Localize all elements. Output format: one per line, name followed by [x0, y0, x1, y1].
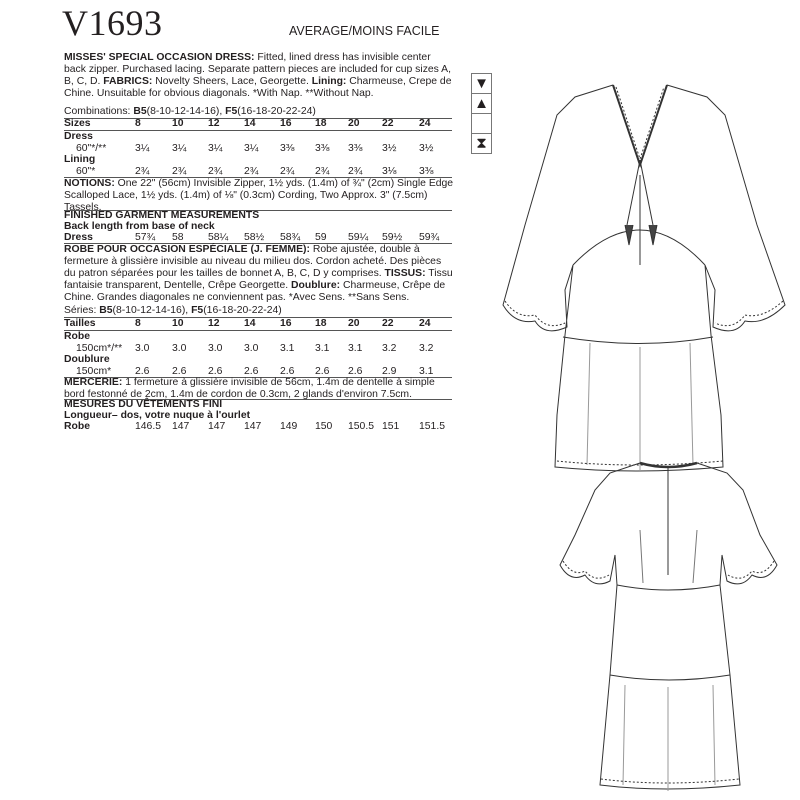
difficulty-level: AVERAGE/MOINS FACILE — [289, 24, 440, 38]
series — [64, 305, 454, 317]
notions-text: One 22" (56cm) Invisible Zipper, 1½ yds. (1.4m) of ¾" (2cm) Single Edge Scalloped Lace, 1½ yds. (1.4m) of ⅛" (0.3cm) Cording, Two Approx. 3" (7.5cm) Tassels. — [64, 178, 454, 213]
table-cell: 150 — [315, 421, 333, 432]
pattern-number: V1693 — [62, 3, 163, 43]
table-cell: 14 — [244, 118, 256, 129]
tailles-header — [64, 318, 454, 330]
b5-sizes: (8-10-12-14-16), — [112, 305, 192, 316]
hourglass-icon: ⧗ — [476, 135, 487, 152]
table-cell: 12 — [208, 118, 220, 129]
table-cell: 18 — [315, 318, 327, 329]
table-cell: 146.5 — [135, 421, 162, 432]
table-cell: 2.6 — [244, 366, 259, 377]
combinations-label: Combinations: — [64, 106, 134, 117]
tissus-text: Tissu fantaisie transparent, Dentelle, Crêpe Georgette. — [64, 268, 453, 291]
table-cell: 3.2 — [382, 343, 397, 354]
table-cell: 3⅜ — [348, 143, 363, 154]
table-cell: 2.6 — [172, 366, 187, 377]
table-cell: 3.0 — [172, 343, 187, 354]
notions — [64, 178, 454, 214]
table-cell: 3⅜ — [280, 143, 295, 154]
table-cell: 147 — [172, 421, 190, 432]
table-cell: 3⅜ — [315, 143, 330, 154]
fabrics-text: Novelty Sheers, Lace, Georgette. — [152, 76, 312, 87]
table-cell: 3¼ — [172, 143, 187, 154]
table-cell: 151.5 — [419, 421, 446, 432]
view-b5: B5 — [99, 305, 113, 316]
table-cell: 2.6 — [208, 366, 223, 377]
table-cell: 150.5 — [348, 421, 375, 432]
dress-front-illustration — [495, 75, 795, 475]
table-cell: 59½ — [382, 232, 403, 243]
table-cell: 3.0 — [135, 343, 150, 354]
mesures-title: MESURES DU VÊTEMENTS FINI — [64, 399, 223, 410]
table-cell: 58½ — [244, 232, 265, 243]
table-cell: 2.6 — [280, 366, 295, 377]
table-cell: 2¾ — [315, 166, 330, 177]
row-label: Lining — [64, 154, 96, 165]
description-en — [64, 52, 454, 100]
table-cell: 59¾ — [419, 232, 440, 243]
desc-title: MISSES' SPECIAL OCCASION DRESS: — [64, 52, 255, 63]
table-cell: 16 — [280, 318, 292, 329]
table-cell: 147 — [244, 421, 262, 432]
f5-sizes: (16-18-20-22-24) — [237, 106, 316, 117]
table-cell: 3½ — [419, 143, 434, 154]
doublure-text: Charmeuse, Crêpe de Chine. Grandes diagonales ne conviennent pas. *Avec Sens. **Sans Sens. — [64, 280, 446, 303]
dress-back-illustration — [555, 455, 780, 795]
finished-subtitle: Back length from base of neck — [64, 221, 215, 232]
row-label: Robe — [64, 331, 90, 342]
blank-symbol — [472, 114, 491, 134]
table-cell: 16 — [280, 118, 292, 129]
table-cell: 3⅜ — [419, 166, 434, 177]
finished-title: FINISHED GARMENT MEASUREMENTS — [64, 210, 260, 221]
table-cell: 149 — [280, 421, 298, 432]
combinations — [64, 106, 454, 118]
table-cell: 2¾ — [208, 166, 223, 177]
fabrics-label: FABRICS: — [103, 76, 153, 87]
dress-label — [64, 131, 454, 143]
table-cell: 2¾ — [172, 166, 187, 177]
table-cell: 3.1 — [280, 343, 295, 354]
row-label: 60"*/** — [76, 143, 107, 154]
table-cell: 10 — [172, 118, 184, 129]
table-cell: 24 — [419, 318, 431, 329]
row-label: Tailles — [64, 318, 96, 329]
table-cell: 22 — [382, 118, 394, 129]
mesures-subtitle: Longueur– dos, votre nuque à l'ourlet — [64, 410, 251, 421]
row-label: Dress — [64, 232, 93, 243]
table-cell: 18 — [315, 118, 327, 129]
table-cell: 58¾ — [280, 232, 301, 243]
description-fr — [64, 244, 454, 304]
table-cell: 147 — [208, 421, 226, 432]
mercerie-label: MERCERIE: — [64, 377, 123, 388]
table-cell: 3.0 — [208, 343, 223, 354]
table-cell: 2¾ — [280, 166, 295, 177]
robe-label — [64, 331, 454, 343]
table-cell: 3.0 — [244, 343, 259, 354]
row-label: 60"* — [76, 166, 96, 177]
sizes-header — [64, 118, 454, 130]
b5-sizes: (8-10-12-14-16), — [146, 106, 226, 117]
table-cell: 2.6 — [135, 366, 150, 377]
table-cell: 10 — [172, 318, 184, 329]
up-triangle-icon: ▲ — [472, 94, 491, 114]
down-triangle-icon: ▼ — [472, 74, 491, 94]
table-cell: 3¼ — [208, 143, 223, 154]
table-cell: 59 — [315, 232, 327, 243]
tissus-label: TISSUS: — [384, 268, 426, 279]
doublure-label — [64, 354, 454, 366]
table-cell: 24 — [419, 118, 431, 129]
view-b5: B5 — [133, 106, 147, 117]
mercerie — [64, 377, 454, 401]
table-cell: 3.2 — [419, 343, 434, 354]
table-cell: 151 — [382, 421, 400, 432]
table-cell: 57¾ — [135, 232, 156, 243]
row-label: 150cm* — [76, 366, 112, 377]
notions-label: NOTIONS: — [64, 178, 115, 189]
table-cell: 12 — [208, 318, 220, 329]
table-cell: 2¾ — [348, 166, 363, 177]
mercerie-text: 1 fermeture à glissière invisible de 56cm, 1.4m de dentelle à simple bord festonné de 2cm, 1.4m de cordon de 0.3cm, 2 glands d'environ 7.5cm. — [64, 377, 435, 400]
table-cell: 14 — [244, 318, 256, 329]
table-cell: 3½ — [382, 143, 397, 154]
table-cell: 2.6 — [315, 366, 330, 377]
row-label: Dress — [64, 131, 93, 142]
row-label: 150cm*/** — [76, 343, 123, 354]
table-cell: 58¼ — [208, 232, 229, 243]
lining-text: Charmeuse, Crepe de Chine. Unsuitable for obvious diagonals. *With Nap. **Without Nap. — [64, 76, 452, 99]
layout-symbols — [471, 73, 492, 154]
f5-sizes: (16-18-20-22-24) — [203, 305, 282, 316]
table-cell: 8 — [135, 318, 141, 329]
lining-label — [64, 154, 454, 166]
table-cell: 3.1 — [315, 343, 330, 354]
table-cell: 3¼ — [135, 143, 150, 154]
table-cell: 22 — [382, 318, 394, 329]
row-label: Doublure — [64, 354, 110, 365]
row-label: Sizes — [64, 118, 91, 129]
table-cell: 59¼ — [348, 232, 369, 243]
table-cell: 2.9 — [382, 366, 397, 377]
table-cell: 20 — [348, 118, 360, 129]
series-label: Séries: — [64, 305, 100, 316]
desc-fr-text: Robe ajustée, double à fermeture à glissière invisible au niveau du milieu dos. Cordon acheté. Des pièces du patron séparées pour les tailles de bonnet A, B, C, D y comprises. — [64, 244, 442, 279]
table-cell: 2¾ — [135, 166, 150, 177]
view-f5: F5 — [225, 106, 238, 117]
table-cell: 3⅛ — [382, 166, 397, 177]
row-label: Robe — [64, 421, 90, 432]
desc-text: Fitted, lined dress has invisible center back zipper. Purchased lacing. Separate pattern pieces are included for cup sizes A, B, C, D. — [64, 52, 451, 87]
table-cell: 3.1 — [348, 343, 363, 354]
table-cell: 8 — [135, 118, 141, 129]
table-cell: 3.1 — [419, 366, 434, 377]
doublure-label: Doublure: — [291, 280, 341, 291]
lining-label: Lining: — [311, 76, 347, 87]
table-cell: 20 — [348, 318, 360, 329]
table-cell: 2¾ — [244, 166, 259, 177]
table-cell: 3¼ — [244, 143, 259, 154]
view-f5: F5 — [191, 305, 204, 316]
table-cell: 58 — [172, 232, 184, 243]
table-cell: 2.6 — [348, 366, 363, 377]
mesures-robe-row — [64, 421, 454, 433]
desc-fr-title: ROBE POUR OCCASION ESPÉCIALE (J. FEMME): — [64, 244, 310, 255]
